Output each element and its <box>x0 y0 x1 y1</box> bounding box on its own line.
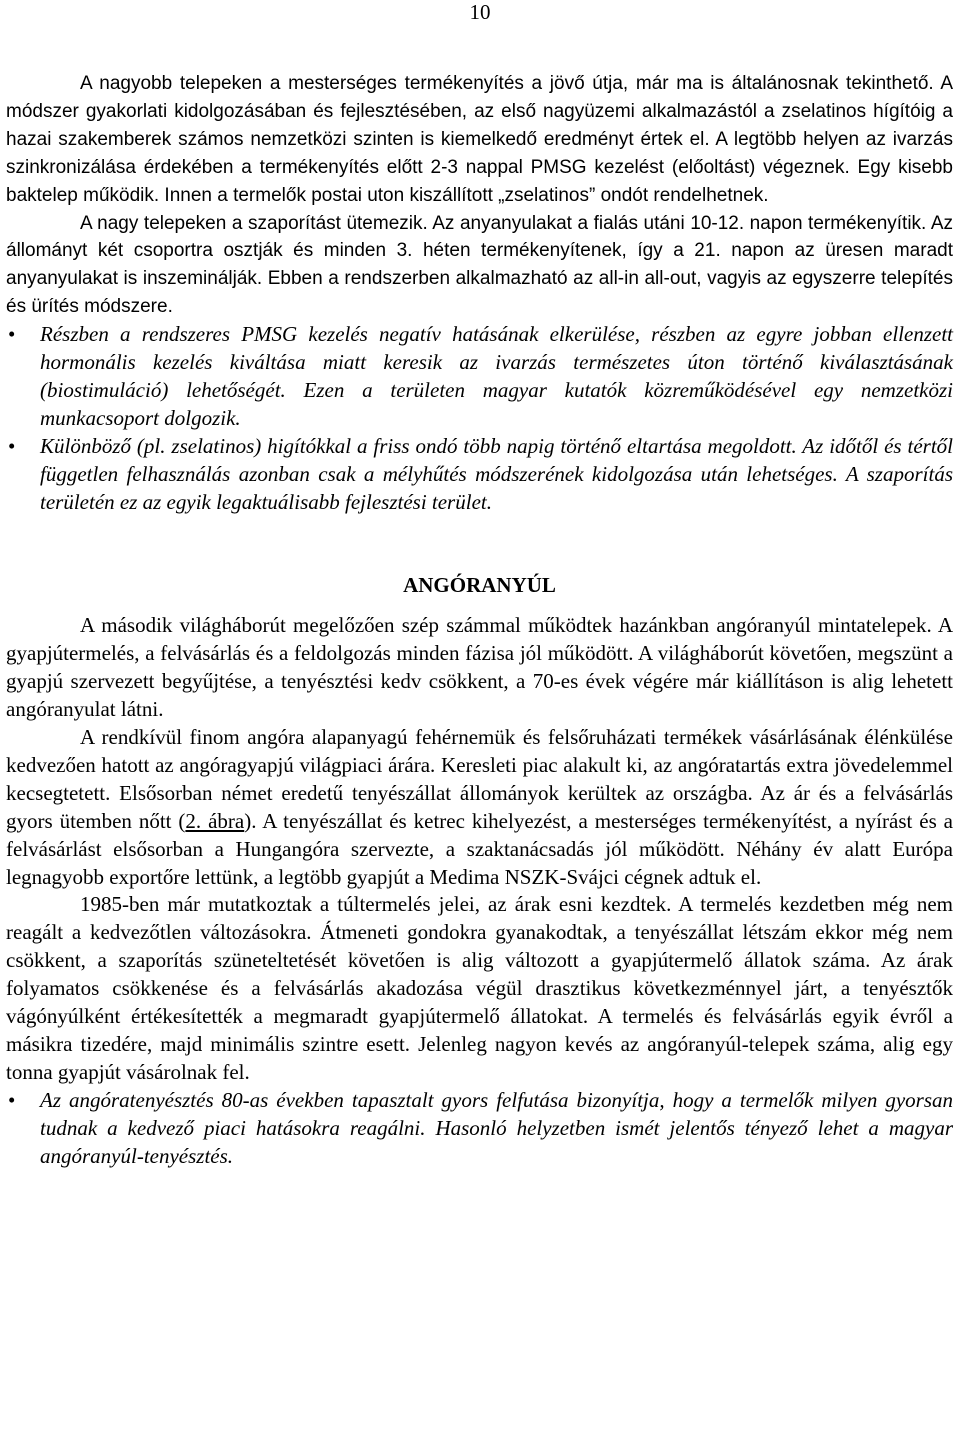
bullet-text: Az angóratenyésztés 80-as években tapasztalt gyors felfutása bizonyítja, hogy a termelők milyen gyorsan tudnak a kedvező piaci hatásokra reagálni. Hasonló helyzetben ismét jelentős tényező lehet a magyar angóranyúl-tenyésztés. <box>40 1087 953 1168</box>
bullet-item <box>6 433 953 517</box>
paragraph-text: A rendkívül finom angóra alapanyagú fehérnemük és felsőruházati termékek vásárlásának élénkülése kedvezően hatott az angóragyapjú világpiaci árára. Keresleti piac alakult ki, az angóratartás extra jövedelemmel kecsegtetett. Elsősorban német eredetű tenyészállat állományok kerültek az országba. Az ár és a felvásárlás gyors ütemben nőtt ( <box>6 725 953 833</box>
section-heading: ANGÓRANYÚL <box>403 572 556 597</box>
bullet-icon: • <box>8 322 16 347</box>
page-body <box>6 70 953 1171</box>
bullet-text: Különböző (pl. zselatinos) higítókkal a friss ondó több napig történő eltartása megoldott. Az időtől és tértől független felhasználás azonban csak a mélyhűtés módszerének kidolgozása után lehetséges. A szaporítás területén ez az egyik legaktuálisabb fejlesztési terület. <box>40 433 953 514</box>
page-number: 10 <box>469 0 491 24</box>
bullet-text: Részben a rendszeres PMSG kezelés negatív hatásának elkerülése, részben az egyre jobban ellenzett hormonális kezelés kiváltása miatt keresik az ivarzás természetes úton történő kiválasztásának (biostimuláció) lehetőségét. Ezen a területen magyar kutatók közreműködésével egy nemzetközi munkacsoport dolgozik. <box>40 322 953 430</box>
bullet-icon: • <box>8 1087 16 1112</box>
figure-link[interactable]: 2. ábra <box>185 808 245 833</box>
paragraph-history: A második világháborút megelőzően szép számmal működtek hazánkban angóranyúl mintatelepek. A gyapjútermelés, a felvásárlás és a feldolgozás minden fázisa jól működött. A világháborút követően, megszünt a gyapjú szervezett begyűjtése, a tenyésztési kedv csökkent, a 70-es évek végére már kiállításon is alig lehetett angóranyulat látni. <box>6 613 953 722</box>
bullet-item <box>6 321 953 433</box>
bullet-icon: • <box>8 433 16 458</box>
paragraph-decline: 1985-ben már mutatkoztak a túltermelés jelei, az árak esni kezdtek. A termelés kezdetben még nem reagált a kedvezőtlen változásokra. Átmeneti gondokra gyanakodtak, a tenyészállat létszám ekkor még nem csökkent, a szaporítás szüneteltetését követően is alig változott a gyapjútermelő állatok száma. Az árak folyamatos csökkenése és a felvásárlás akadozása végül drasztikus következménnyel járt, a tenyésztők vágónyúlként értékesítették a megmaradt gyapjútermelő állatokat. A termelés és felvásárlás egyik évről a másikra tizedére, majd minimális szintre esett. Jelenleg nagyon kevés az angóranyúl-telepek száma, alig egy tonna gyapjút vásárolnak fel. <box>6 892 953 1084</box>
bullet-item <box>6 1087 953 1171</box>
paragraph-text: ). A tenyészállat és ketrec kihelyezést, a mesterséges termékenyítést, a nyírást és a felvásárlást elsősorban a Hungangóra szervezte, a szaktanácsadás jól működött. Néhány év alatt Európa legnagyobb exportőre lettünk, a legtöbb gyapjút a Medima NSZK-Svájci cégnek adtuk el. <box>6 808 953 889</box>
bullet-list-research <box>6 321 953 516</box>
paragraph-insemination: A nagyobb telepeken a mesterséges termékenyítés a jövő útja, már ma is általánosnak tekinthető. A módszer gyakorlati kidolgozásában és fejlesztésében, az első nagyüzemi alkalmazástól a zselatinos hígítóig a hazai szakemberek számos nemzetközi szinten is kiemelkedő eredményt értek el. A legtöbb helyen az ivarzás szinkronizálása érdekében a termékenyítés előtt 2-3 nappal PMSG kezelést (előoltást) végeznek. Egy kisebb baktelep működik. Innen a termelők postai uton kiszállított „zselatinos” ondót rendelhetnek. <box>6 73 953 206</box>
bullet-list-conclusion <box>6 1087 953 1171</box>
paragraph-scheduling: A nagy telepeken a szaporítást ütemezik. Az anyanyulakat a fialás utáni 10-12. napon termékenyítik. Az állományt két csoportra osztják és minden 3. héten termékenyítenek, így a 21. napon az üresen maradt anyanyulakat is inszeminálják. Ebben a rendszerben alkalmazható az all-in all-out, vagyis az egyszerre telepítés és ürítés módszere. <box>6 212 953 318</box>
paragraph-boom <box>6 724 953 891</box>
